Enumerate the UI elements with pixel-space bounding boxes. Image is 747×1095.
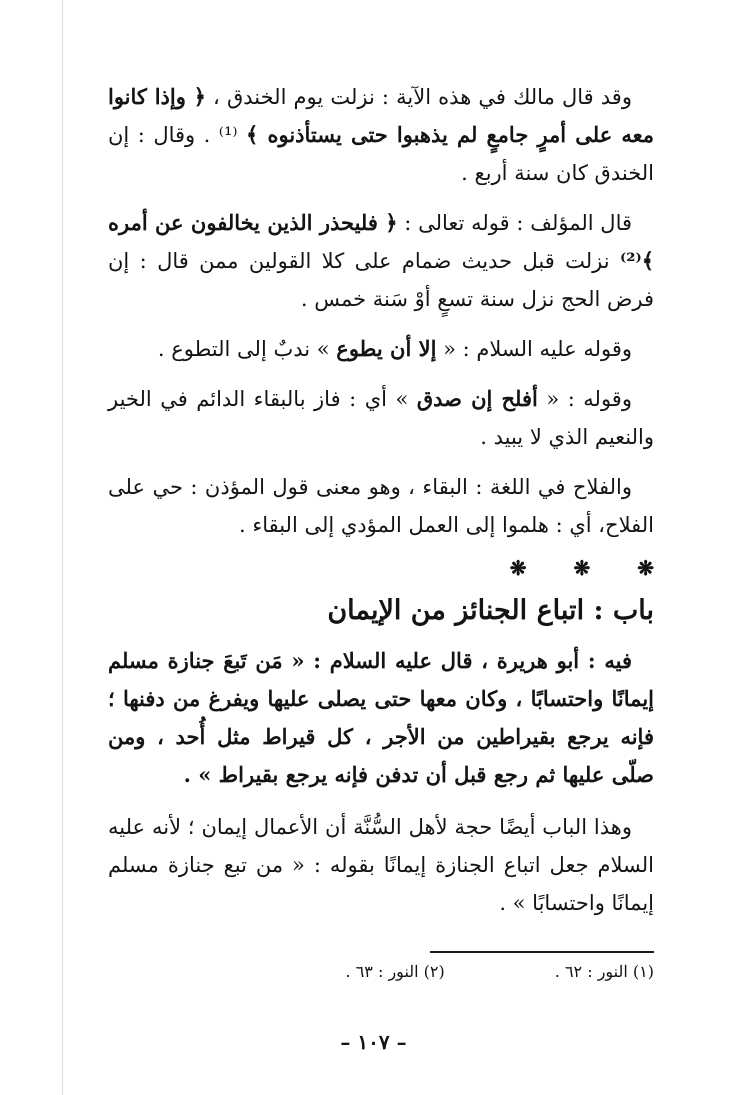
paragraph-1-tail: ⁽¹⁾ . وقال : إن الخندق كان سنة أربع . <box>108 123 654 185</box>
paragraph-1 <box>108 78 654 192</box>
paragraph-3 <box>108 330 654 368</box>
main-text <box>108 78 654 934</box>
paragraph-3-tail: » ندبٌ إلى التطوع . <box>157 337 337 361</box>
section-hadith-paragraph: فيه : أبو هريرة ، قال عليه السلام : « مَن تَبعَ جنازة مسلم إيمانًا واحتسابًا ، وكان معها حتى يصلى عليها ويفرغ من دفنها ؛ فإنه يرجع بقيراطين من الأجر ، كل قيراط مثل أُحد ، ومن صلّى عليها ثم رجع قبل أن تدفن فإنه يرجع بقيراط » . <box>108 648 654 787</box>
quran-quote-2: ﴿ فليحذر الذين يخالفون عن أمره ﴾⁽²⁾ <box>108 210 654 273</box>
section-heading: باب : اتباع الجنائز من الإيمان <box>327 595 654 626</box>
page-edge-line <box>62 0 63 1095</box>
paragraph-4 <box>108 380 654 456</box>
quran-quote-1: ﴿ وإذا كانوا معه على أمرٍ جامعٍ لم يذهبوا حتى يستأذنوه ﴾ <box>108 84 654 147</box>
paragraph-5 <box>108 468 654 544</box>
paragraph-2-tail: نزلت قبل حديث ضمام على كلا القولين ممن قال : إن فرض الحج نزل سنة تسعٍ أوْ سَنة خمس . <box>108 249 654 311</box>
footnote-rule <box>430 951 654 953</box>
paragraph-3-text: وقوله عليه السلام : « <box>436 337 632 361</box>
footnote-2: (٢) النور : ٦٣ . <box>345 962 445 981</box>
hadith-quote-2: أفلح إن صدق <box>416 386 538 411</box>
paragraph-2-text: قال المؤلف : قوله تعالى : <box>397 211 633 235</box>
paragraph-4-text: وقوله : « <box>537 387 632 411</box>
page-number: – ١٠٧ – <box>340 1030 407 1054</box>
paragraph-1-text: وقد قال مالك في هذه الآية : نزلت يوم الخندق ، <box>205 85 632 109</box>
paragraph-5-text: والفلاح في اللغة : البقاء ، وهو معنى قول المؤذن : حي على الفلاح، أي : هلموا إلى العمل المؤدي إلى البقاء . <box>108 475 654 537</box>
paragraph-4-tail: » أي : فاز بالبقاء الدائم في الخير والنعيم الذي لا يبيد . <box>108 387 654 449</box>
paragraph-2 <box>108 204 654 318</box>
footnotes <box>230 962 654 981</box>
section-separator: ❋ ❋ ❋ <box>509 556 654 580</box>
closing-paragraph: وهذا الباب أيضًا حجة لأهل السُّنَّة أن الأعمال إيمان ؛ لأنه عليه السلام جعل اتباع الجنازة إيمانًا بقوله : « من تبع جنازة مسلم إيمانًا واحتسابًا » . <box>108 815 654 915</box>
hadith-quote-1: إلا أن يطوع <box>336 336 437 361</box>
footnote-1: (١) النور : ٦٢ . <box>554 962 654 981</box>
